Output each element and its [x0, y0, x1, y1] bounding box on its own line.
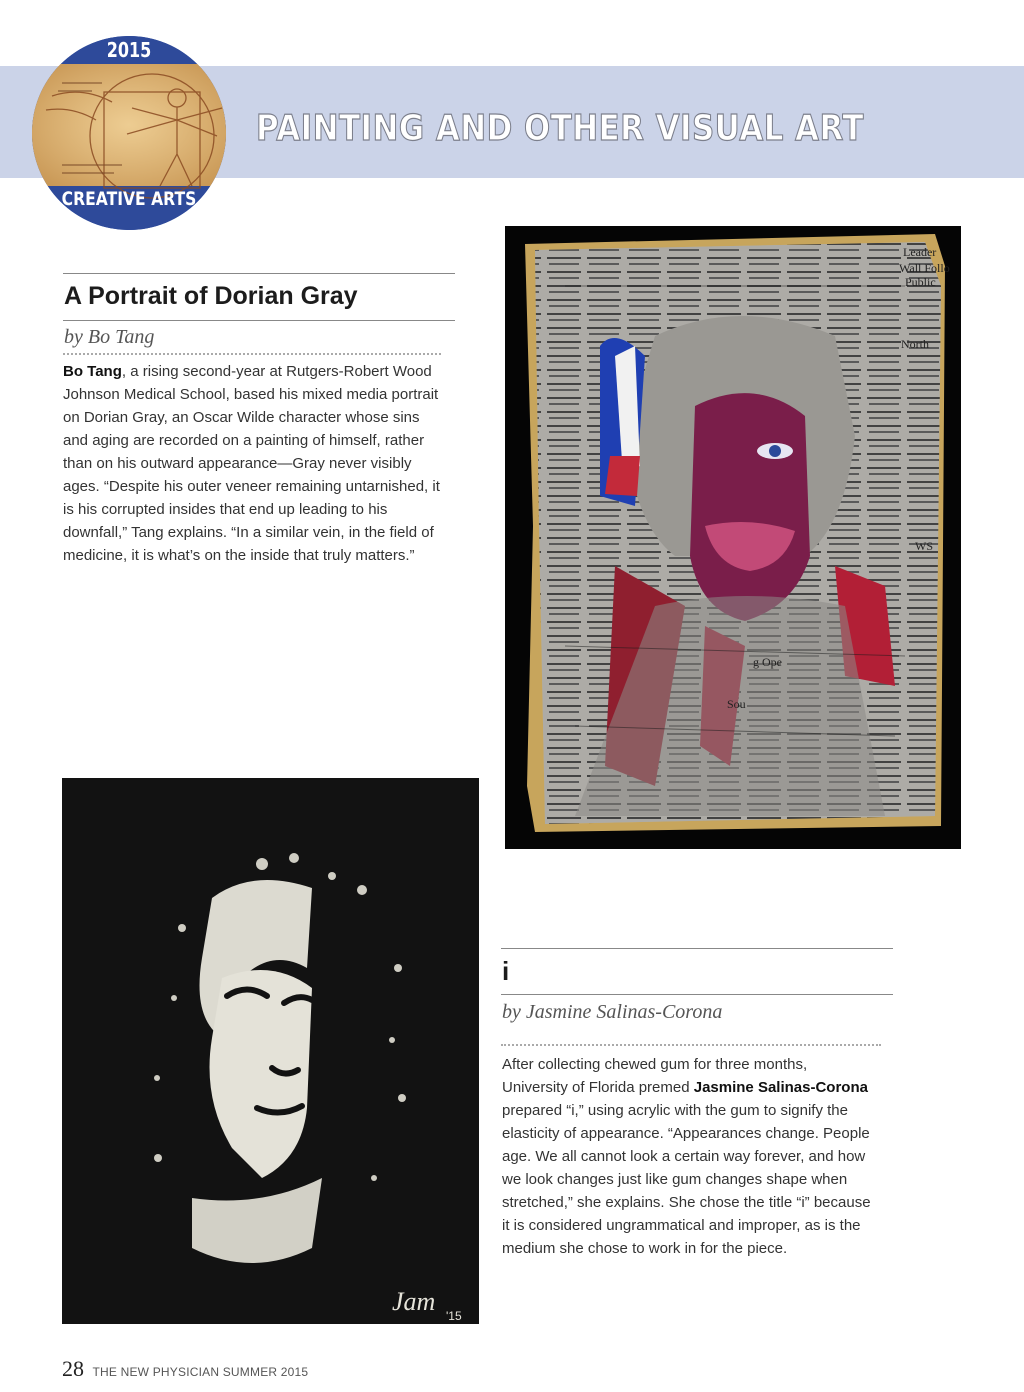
- page-footer: [62, 1356, 308, 1382]
- dorian-text-fragment-north: North: [901, 337, 929, 351]
- article1-author-name: Bo Tang: [63, 363, 122, 380]
- publication-name: THE NEW PHYSICIAN SUMMER 2015: [92, 1365, 309, 1379]
- article1-title-rule: [63, 320, 455, 321]
- section-title: PAINTING AND OTHER VISUAL ART: [256, 108, 864, 149]
- article2-dotted-rule: [501, 1044, 881, 1046]
- article1-title: A Portrait of Dorian Gray: [64, 282, 358, 310]
- i-artwork-signature: Jam: [392, 1287, 436, 1316]
- article2-body-text: prepared “i,” using acrylic with the gum to signify the elasticity of appearance. “Appearances change. People age. We all cannot look a certain way forever, and how we look changes just like gum changes shape when stretched,” she explains. She chose the title “i” because it is considered ungrammatical and improper, as is the medium she chose to work in for the piece.: [502, 1102, 871, 1257]
- article2-byline: by Jasmine Salinas-Corona: [502, 1001, 723, 1023]
- article2-title: i: [502, 956, 510, 986]
- dorian-gray-artwork: [505, 226, 961, 849]
- article2-top-rule: [501, 948, 893, 949]
- article2-body: [502, 1053, 874, 1260]
- dorian-text-fragment-ws: WS: [915, 539, 933, 553]
- article1-top-rule: [63, 273, 455, 274]
- article1-byline: by Bo Tang: [64, 326, 155, 348]
- i-artwork-signature-year: '15: [446, 1309, 462, 1323]
- dorian-text-fragment-sou: Sou: [727, 697, 746, 711]
- dorian-text-fragment-ope: g Ope: [753, 655, 782, 669]
- article2-author-name: Jasmine Salinas-Corona: [693, 1079, 868, 1096]
- dorian-text-fragment-public: Public: [905, 275, 936, 289]
- creative-arts-badge: [32, 36, 226, 230]
- dorian-text-fragment-leader: Leader: [903, 245, 937, 259]
- article1-dotted-rule: [63, 353, 441, 355]
- badge-label: CREATIVE ARTS: [61, 188, 197, 210]
- article1-body-text: , a rising second-year at Rutgers-Robert Wood Johnson Medical School, based his mixed media portrait on Dorian Gray, an Oscar Wilde character whose sins and aging are recorded on a painting of himself, rather than on his outward appearance—Gray never visibly ages. “Despite his outer veneer remaining untarnished, it is his corrupted insides that end up leading to his downfall,” Tang explains. “In a similar vein, in the field of medicine, it is what’s on the inside that truly matters.”: [63, 363, 440, 564]
- i-gum-portrait-artwork: [62, 778, 479, 1324]
- page-number: 28: [62, 1356, 84, 1381]
- article2-title-rule: [501, 994, 893, 995]
- article1-body: [63, 360, 443, 567]
- dorian-text-fragment-wall: Wall Follo: [899, 261, 950, 275]
- article2-body-intro: After collecting chewed gum for three months, University of Florida premed: [502, 1056, 808, 1096]
- badge-year: 2015: [106, 38, 152, 62]
